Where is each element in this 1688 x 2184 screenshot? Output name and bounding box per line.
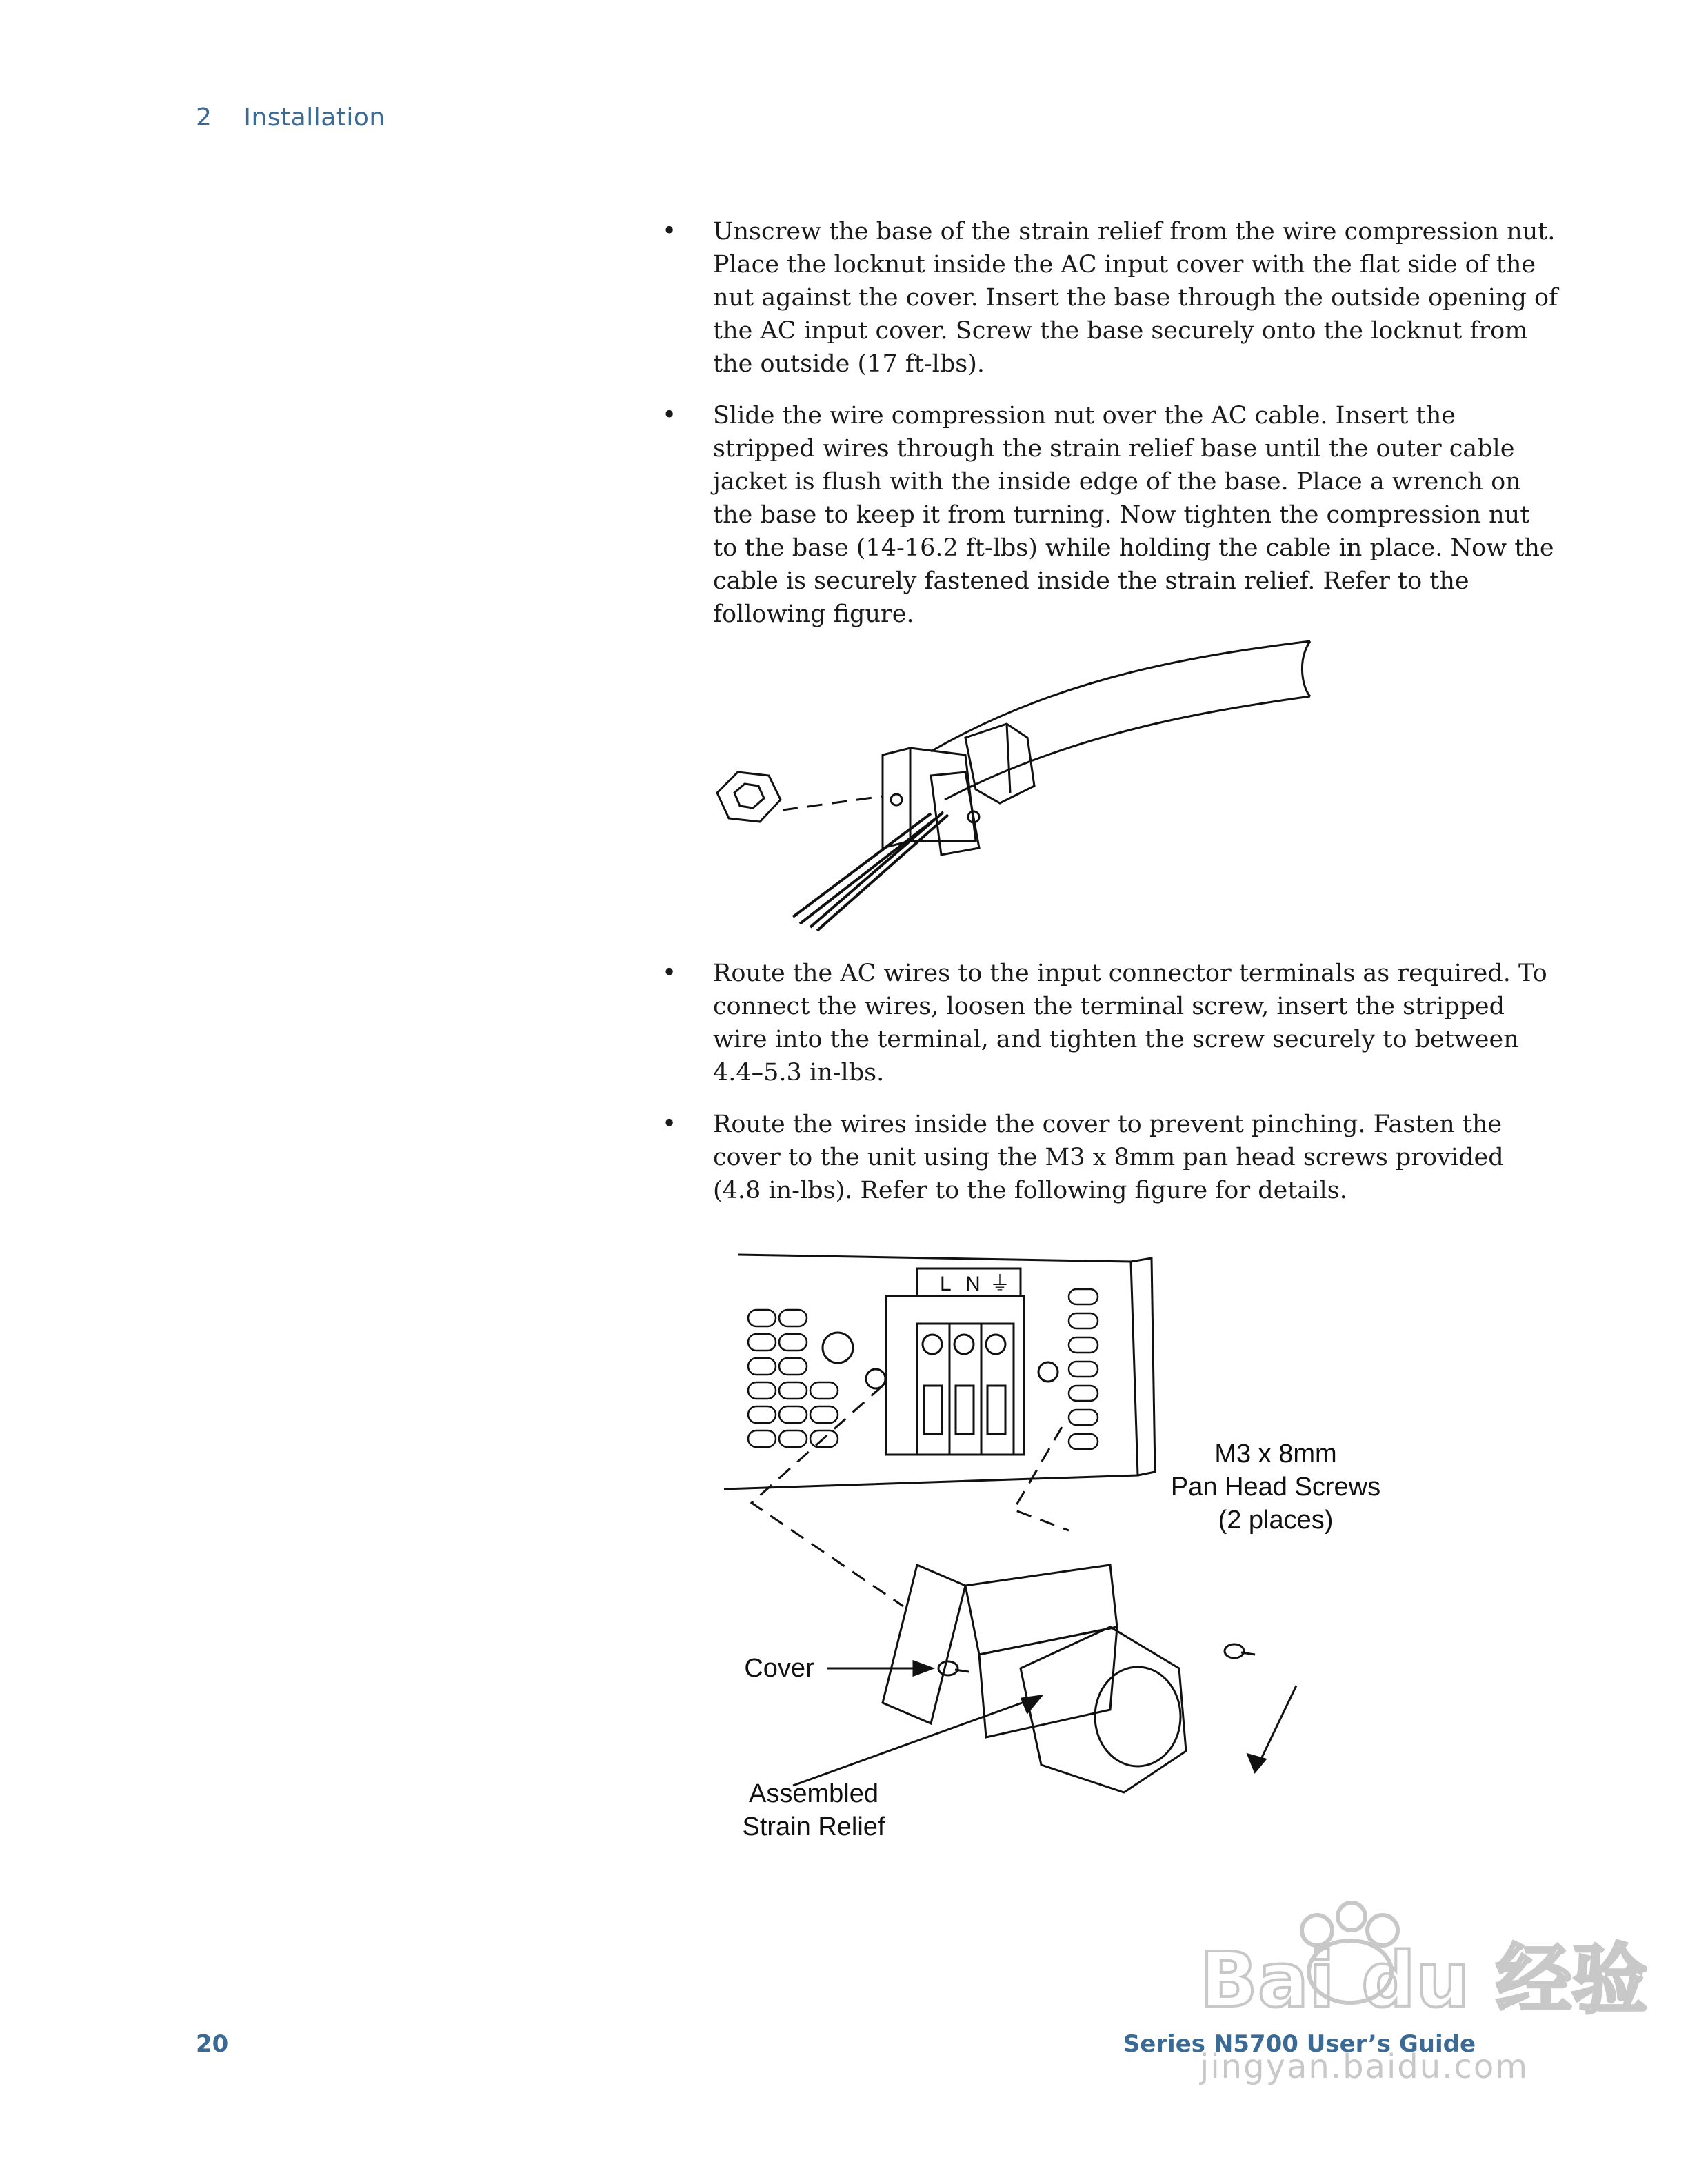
terminal-label-ground: ⏚ [989,1272,1010,1296]
list-item-text: Unscrew the base of the strain relief from the wire compression nut. Place the locknut inside the AC input cover with the flat side of the nut against the cover. Insert the base through the outside opening of the AC input cover. Screw the base securely onto the locknut from the outside (17 ft-lbs). [713,218,1558,378]
list-item-text: Route the AC wires to the input connector terminals as required. To connect the wires, loosen the terminal screw, insert the stripped wire into the terminal, and tighten the screw securely to between 4.4–5.3 in-lbs. [713,960,1547,1086]
watermark-url: jingyan.baidu.com [1200,2048,1529,2086]
screws-label-line: (2 places) [1218,1506,1334,1535]
baidu-watermark-logo [1186,1903,1648,2027]
cover-assembly-figure [710,1241,1441,1861]
bullet-symbol: • [662,217,677,245]
bullet-symbol: • [662,1110,677,1138]
strain-relief-nut [1021,1627,1186,1792]
page-number: 20 [196,2030,229,2058]
screws-label [1165,1437,1386,1537]
screws-label-line: M3 x 8mm [1214,1439,1337,1468]
terminal-label-n: N [965,1273,981,1295]
strain-relief-arrow [793,1696,1041,1786]
terminal-label-l: L [940,1273,952,1295]
strain-relief-label [724,1777,903,1843]
list-item-text: Route the wires inside the cover to prevent pinching. Fasten the cover to the unit using the M3 x 8mm pan head screws provided (4.8 in-lbs). Refer to the following figure for details. [713,1111,1504,1204]
bullet-symbol: • [662,959,677,987]
chapter-number: 2 [196,103,212,132]
list-item [662,957,1558,1089]
pan-head-screw [938,1661,969,1675]
screws-label-line: Pan Head Screws [1170,1473,1381,1502]
strain-relief-figure [703,634,1310,944]
cover-plate [883,1565,965,1723]
dashed-guide [783,796,883,810]
bullet-symbol: • [662,401,677,429]
list-item-text: Slide the wire compression nut over the AC cable. Insert the stripped wires through the strain relief base until the outer cable jacket is flush with the inside edge of the base. Place a wrench on the base to keep it from turning. Now tighten the compression nut to the base (14-16.2 ft-lbs) while holding the cable in place. Now the cable is securely fastened inside the strain relief. Refer to the following figure. [713,402,1554,628]
locknut [717,772,781,822]
instruction-list-top [662,215,1558,649]
watermark-brand: Bai du 经验 [1200,1936,1648,2024]
list-item [662,399,1558,631]
cover-label: Cover [744,1654,814,1683]
pan-head-screw [1225,1644,1255,1658]
strain-relief-label-line: Assembled [749,1779,878,1808]
instruction-list-bottom [662,957,1558,1226]
running-header [196,103,385,132]
ac-cable-edge [945,696,1310,800]
chapter-title: Installation [243,103,385,132]
ground-screw [823,1333,853,1363]
stripped-wires [793,813,931,917]
strain-relief-label-line: Strain Relief [742,1812,885,1841]
list-item [662,1108,1558,1207]
list-item [662,215,1558,381]
guide-title: Series N5700 User’s Guide [1123,2030,1476,2058]
ac-cable [931,641,1310,751]
